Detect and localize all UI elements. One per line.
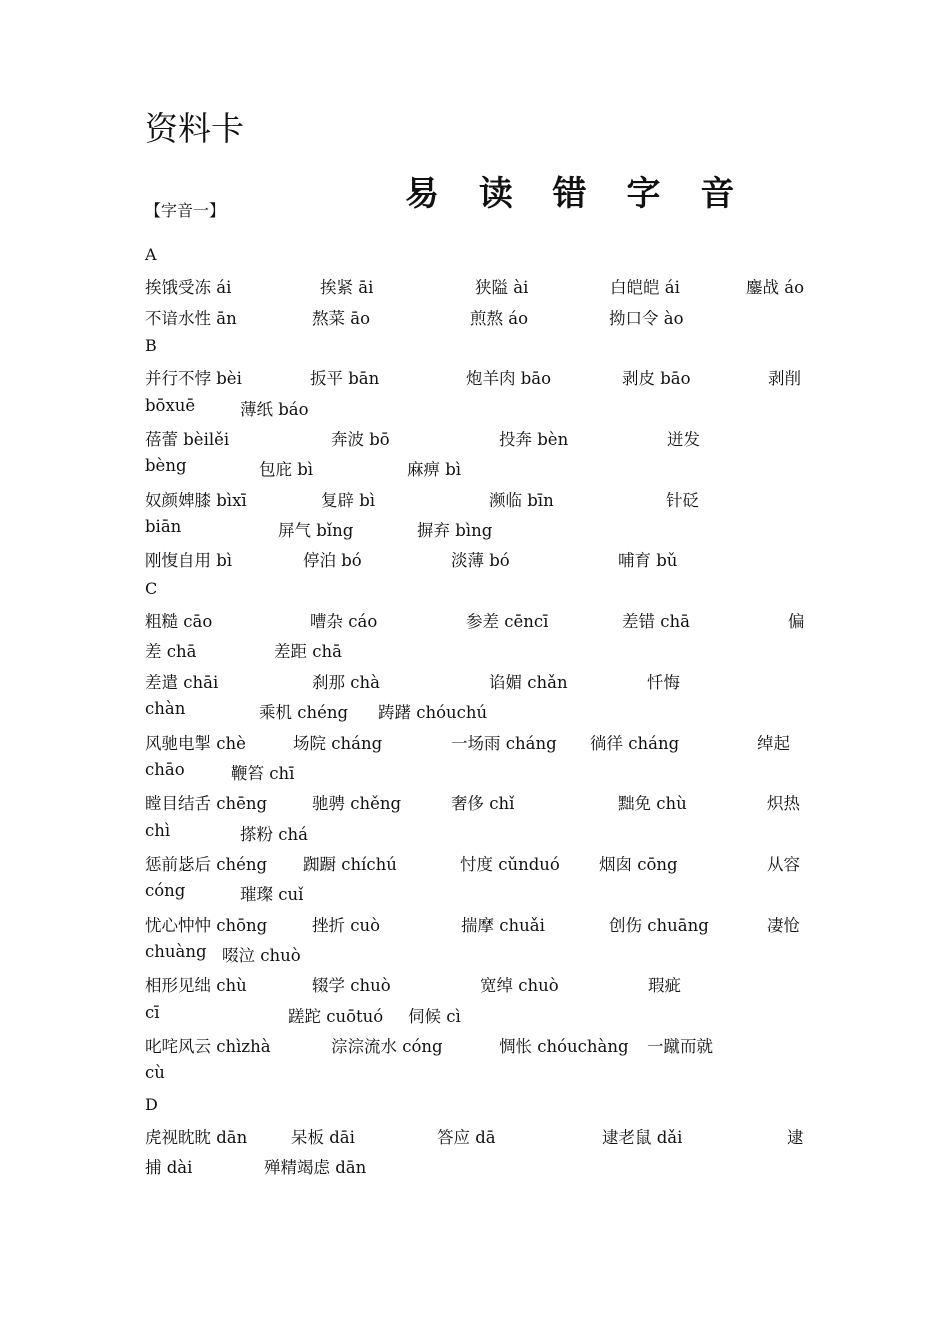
entry: 相形见绌 chù <box>145 976 247 996</box>
entry: 刹那 chà <box>312 672 380 692</box>
entry: bèng <box>145 456 187 476</box>
entry: chuàng <box>145 941 207 961</box>
entry: 绰起 <box>757 733 790 753</box>
entry: bōxuē <box>145 395 196 415</box>
entry: 辍学 chuò <box>312 976 391 996</box>
entry: 一场雨 cháng <box>451 733 557 753</box>
entry: 迸发 <box>667 430 700 450</box>
entry-line <box>145 665 810 695</box>
entry-line <box>145 392 810 422</box>
entry: 从容 <box>767 854 800 874</box>
group-letter-d: D <box>145 1094 158 1114</box>
entry: 差距 chā <box>274 642 342 662</box>
entry: 奢侈 chǐ <box>451 794 515 814</box>
entry: 濒临 bīn <box>489 490 554 510</box>
entry-line <box>145 938 810 968</box>
entry: 差 chā <box>145 642 197 662</box>
entry: 针砭 <box>666 490 699 510</box>
entry: 叱咤风云 chìzhà <box>145 1036 271 1056</box>
entry-line <box>145 1150 810 1180</box>
group-letter-b: B <box>145 336 157 356</box>
entry-line <box>145 422 810 452</box>
main-heading: 易 读 错 字 音 <box>405 174 749 214</box>
group-letter-c: C <box>145 578 158 598</box>
entry: 剥皮 bāo <box>622 369 691 389</box>
entry: 啜泣 chuò <box>222 945 301 965</box>
entry-line <box>145 301 810 331</box>
entry: 炽热 <box>767 794 800 814</box>
entry: 璀璨 cuǐ <box>240 885 304 905</box>
entry-line <box>145 483 810 513</box>
entry: 扳平 bān <box>310 369 380 389</box>
entry: 虎视眈眈 dān <box>145 1127 248 1147</box>
entry: 谄媚 chǎn <box>489 672 568 692</box>
entry: 拗口令 ào <box>609 308 684 328</box>
entry: 凄怆 <box>767 915 800 935</box>
entry: 踌躇 chóuchú <box>378 703 488 723</box>
entry: 淙淙流水 cóng <box>331 1036 443 1056</box>
entry: 薄纸 báo <box>240 399 309 419</box>
entry: 并行不悖 bèi <box>145 369 242 389</box>
entry: 不谙水性 ān <box>145 308 237 328</box>
entry: 捕 dài <box>145 1158 193 1178</box>
entry: 投奔 bèn <box>499 430 569 450</box>
entry: 踟蹰 chíchú <box>303 854 397 874</box>
entry-line <box>145 908 810 938</box>
entry: 黜免 chù <box>618 794 687 814</box>
entry: chāo <box>145 759 185 779</box>
entry: 一蹴而就 <box>647 1036 713 1056</box>
entry: 烟囱 cōng <box>599 854 678 874</box>
entry: 奔波 bō <box>331 430 390 450</box>
entry-line <box>145 847 810 877</box>
entry: 哺育 bǔ <box>618 551 678 571</box>
entry: 忖度 cǔnduó <box>460 854 560 874</box>
entry-line <box>145 817 810 847</box>
entry: 奴颜婢膝 bìxī <box>145 490 247 510</box>
entry: chàn <box>145 699 186 719</box>
entry-line <box>145 634 810 664</box>
entry-line <box>145 513 810 543</box>
entry: 刚愎自用 bì <box>145 551 233 571</box>
entry: 炮羊肉 bāo <box>466 369 552 389</box>
entry: 嘈杂 cáo <box>310 612 378 632</box>
entry: 瞠目结舌 chēng <box>145 794 268 814</box>
entry: cī <box>145 1002 160 1022</box>
entry-line <box>145 452 810 482</box>
entry: 殚精竭虑 dān <box>264 1158 367 1178</box>
entry: 白皑皑 ái <box>610 278 680 298</box>
page-title: 资料卡 <box>145 109 244 148</box>
entry: 忏悔 <box>647 672 680 692</box>
entry: 粗糙 cāo <box>145 612 213 632</box>
entry-line <box>145 1029 810 1059</box>
entry: 挨饿受冻 ái <box>145 278 232 298</box>
section-label: 【字音一】 <box>145 201 226 220</box>
entry: 淡薄 bó <box>451 551 510 571</box>
entry: 挫折 cuò <box>312 915 381 935</box>
entry: 蹉跎 cuōtuó <box>288 1006 384 1026</box>
entry: 剥削 <box>768 369 801 389</box>
entry: 复辟 bì <box>321 490 376 510</box>
entry: 答应 dā <box>437 1127 496 1147</box>
entry-line <box>145 1059 810 1089</box>
entry-line <box>145 968 810 998</box>
entry: cóng <box>145 881 186 901</box>
entry: 宽绰 chuò <box>480 976 559 996</box>
entry-line <box>145 786 810 816</box>
entry: 煎熬 áo <box>470 308 529 328</box>
entry: 场院 cháng <box>293 733 383 753</box>
entry: 创伤 chuāng <box>609 915 709 935</box>
entry: 差遣 chāi <box>145 672 219 692</box>
entry-line <box>145 604 810 634</box>
entry-line <box>145 543 810 573</box>
entry-line <box>145 877 810 907</box>
entry: 停泊 bó <box>303 551 362 571</box>
entry: 惆怅 chóuchàng <box>499 1036 629 1056</box>
entry: 忧心忡忡 chōng <box>145 915 268 935</box>
entry: 偏 <box>788 612 805 632</box>
entry: 参差 cēncī <box>466 612 549 632</box>
entry: 熬菜 āo <box>312 308 371 328</box>
entry: cù <box>145 1063 165 1083</box>
entry: 徜徉 cháng <box>590 733 680 753</box>
entry: 狭隘 ài <box>475 278 529 298</box>
entry: 揣摩 chuǎi <box>461 915 545 935</box>
entry: 乘机 chéng <box>259 703 349 723</box>
entry: 惩前毖后 chéng <box>145 854 268 874</box>
entry: 鞭笞 chī <box>231 763 295 783</box>
entry-line <box>145 999 810 1029</box>
entry: 挨紧 āi <box>320 278 374 298</box>
entry-line <box>145 726 810 756</box>
entry: 逮老鼠 dǎi <box>602 1127 683 1147</box>
entry: 屏气 bǐng <box>278 521 354 541</box>
entry-line <box>145 361 810 391</box>
entry: 逮 <box>787 1127 804 1147</box>
entry: 蓓蕾 bèilěi <box>145 430 230 450</box>
entry: chì <box>145 820 171 840</box>
entry: 呆板 dāi <box>291 1127 355 1147</box>
pronunciation-list <box>145 240 810 1181</box>
entry: 伺候 cì <box>408 1006 461 1026</box>
entry-line <box>145 756 810 786</box>
group-letter-a: A <box>145 245 157 264</box>
entry: 搽粉 chá <box>240 824 308 844</box>
entry: 风驰电掣 chè <box>145 733 246 753</box>
entry: 摒弃 bìng <box>417 521 493 541</box>
entry: 鏖战 áo <box>746 278 805 298</box>
entry-line <box>145 695 810 725</box>
entry: 包庇 bì <box>259 460 314 480</box>
entry: 瑕疵 <box>648 976 681 996</box>
entry: 麻痹 bì <box>407 460 462 480</box>
entry-line <box>145 270 810 300</box>
entry: 差错 chā <box>622 612 690 632</box>
entry: biān <box>145 517 182 537</box>
entry: 驰骋 chěng <box>312 794 402 814</box>
entry-line <box>145 1120 810 1150</box>
